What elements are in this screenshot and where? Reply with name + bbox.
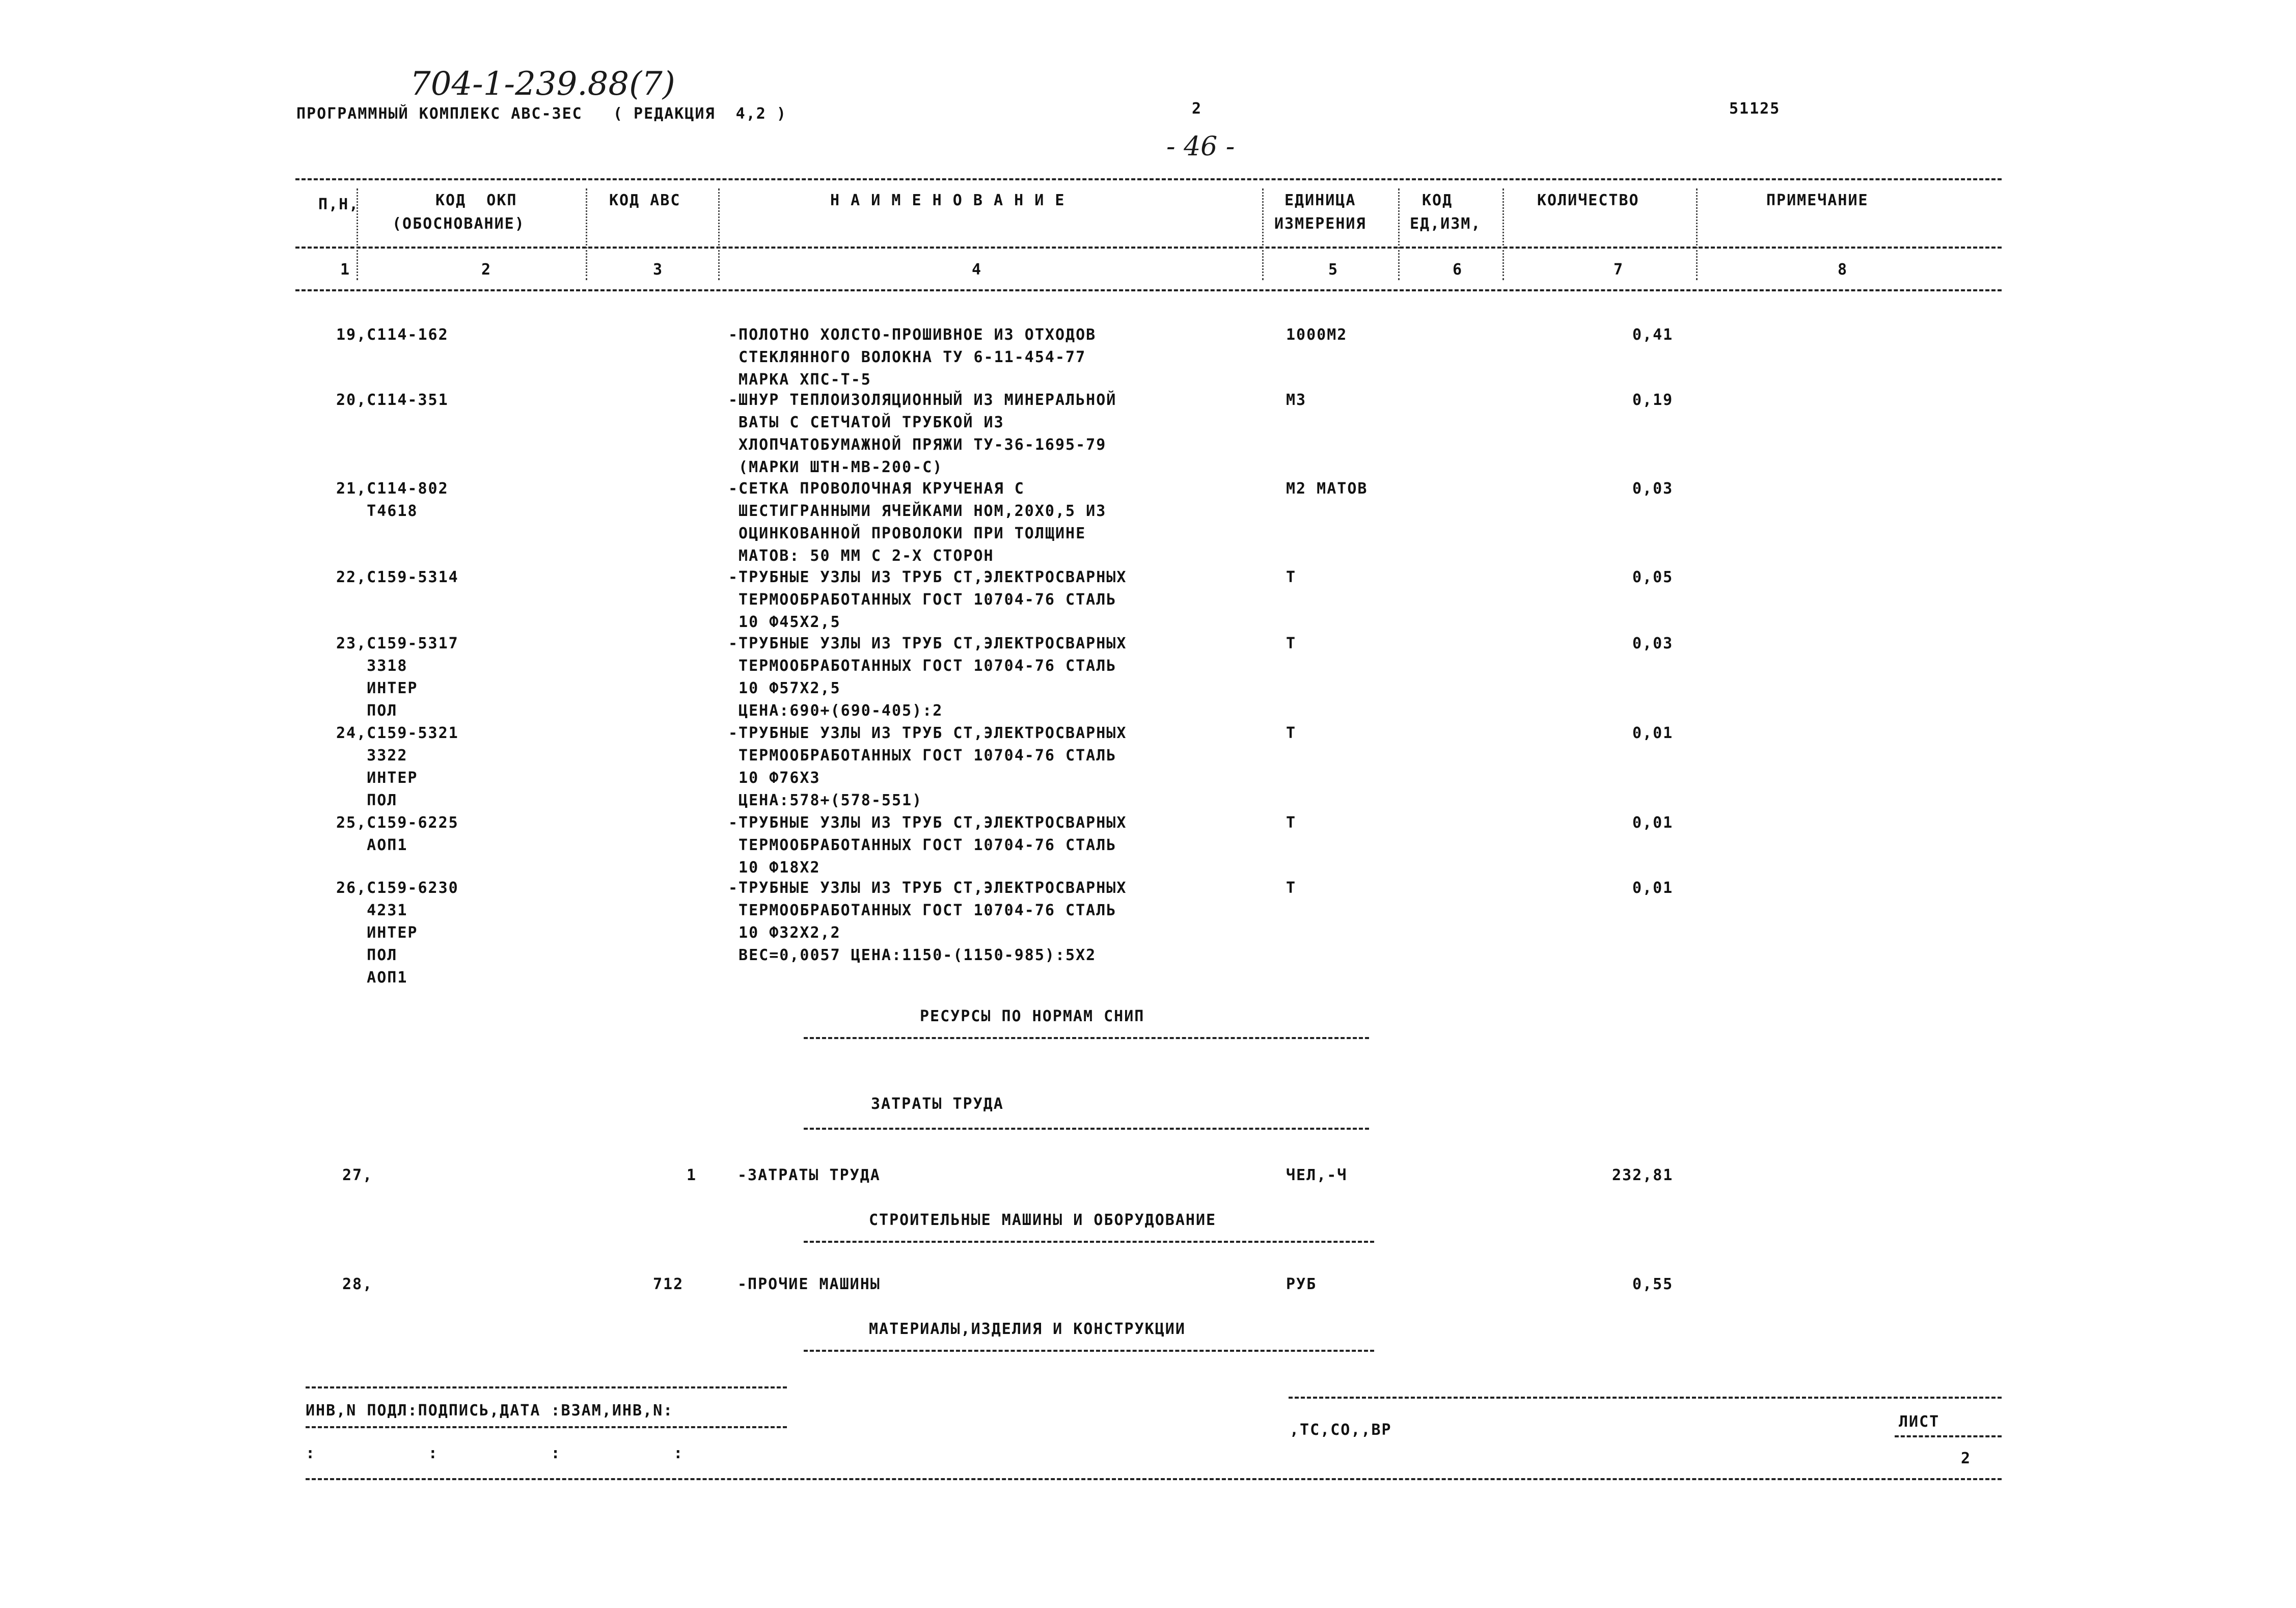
row-name: -ТРУБНЫЕ УЗЛЫ ИЗ ТРУБ СТ,ЭЛЕКТРОСВАРНЫХ ТЕРМООБРАБОТАННЫХ ГОСТ 10704-76 СТАЛЬ 10 Ф32Х2,2 ВЕС=0,0057 ЦЕНА:1150-(1150-985):5Х2 [728,879,1127,964]
row-code: 23,С159-5317 3318 ИНТЕР ПОЛ [336,635,459,720]
row-code: 26,С159-6230 4231 ИНТЕР ПОЛ АОП1 [336,879,459,987]
row-quantity: 0,01 [1632,879,1674,897]
row-quantity: 0,41 [1632,326,1674,344]
section-title-machines: СТРОИТЕЛЬНЫЕ МАШИНЫ И ОБОРУДОВАНИЕ [869,1211,1217,1229]
row-name: -ТРУБНЫЕ УЗЛЫ ИЗ ТРУБ СТ,ЭЛЕКТРОСВАРНЫХ ТЕРМООБРАБОТАННЫХ ГОСТ 10704-76 СТАЛЬ 10 Ф45Х2,5 [728,568,1127,631]
row-code: 19,С114-162 [336,326,449,344]
row-number: 28, [342,1275,373,1293]
col-header-unit: ЕДИНИЦА [1284,192,1356,209]
row-name: -СЕТКА ПРОВОЛОЧНАЯ КРУЧЕНАЯ С ШЕСТИГРАННЫМИ ЯЧЕЙКАМИ НОМ,20Х0,5 ИЗ ОЦИНКОВАННОЙ ПРОВОЛОКИ ПРИ ТОЛЩИНЕ МАТОВ: 50 ММ С 2-Х СТОРОН [728,480,1107,565]
stamp-left-header: ИНВ,N ПОДЛ:ПОДПИСЬ,ДАТА :ВЗАМ,ИНВ,N: [306,1402,674,1420]
col-header-pn: П,Н, [318,196,360,213]
col-header-code-unit: ЕД,ИЗМ, [1410,215,1482,233]
col-sep-7 [1696,188,1698,280]
col-sep-1 [357,188,358,280]
col-sep-3 [718,188,720,280]
row-unit: М3 [1286,391,1307,409]
row-unit: Т [1286,635,1297,652]
row-code: 20,С114-351 [336,391,449,409]
col-header-name: Н А И М Е Н О В А Н И Е [830,192,1065,209]
row-name: -ПРОЧИЕ МАШИНЫ [737,1275,881,1293]
document-number: 51125 [1729,100,1781,118]
row-unit: Т [1286,879,1297,897]
col-header-abc: КОД АВС [609,192,681,209]
col-header-okp: КОД ОКП [435,192,517,209]
col-header-basis: (ОБОСНОВАНИЕ) [392,215,525,233]
row-quantity: 232,81 [1612,1166,1674,1184]
row-name: -ТРУБНЫЕ УЗЛЫ ИЗ ТРУБ СТ,ЭЛЕКТРОСВАРНЫХ ТЕРМООБРАБОТАННЫХ ГОСТ 10704-76 СТАЛЬ 10 Ф57Х2,5 ЦЕНА:690+(690-405):2 [728,635,1127,720]
row-unit: ЧЕЛ,-Ч [1286,1166,1348,1184]
col-num-4: 4 [972,261,982,279]
section-title-labor: ЗАТРАТЫ ТРУДА [871,1095,1004,1113]
row-name: -ТРУБНЫЕ УЗЛЫ ИЗ ТРУБ СТ,ЭЛЕКТРОСВАРНЫХ ТЕРМООБРАБОТАННЫХ ГОСТ 10704-76 СТАЛЬ 10 Ф18Х2 [728,814,1127,877]
row-code: 24,С159-5321 3322 ИНТЕР ПОЛ [336,724,459,809]
row-quantity: 0,55 [1632,1275,1674,1293]
row-code: 22,С159-5314 [336,568,459,586]
header-mid-rule [295,247,2002,249]
row-unit: Т [1286,724,1297,742]
col-num-3: 3 [653,261,664,279]
program-header: ПРОГРАММНЫЙ КОМПЛЕКС АВС-ЗЕС ( РЕДАКЦИЯ 4,2 ) [296,105,787,123]
stamp-right-top-rule [1289,1397,2002,1399]
section-underline-machines [804,1241,1374,1243]
section-title-materials: МАТЕРИАЛЫ,ИЗДЕЛИЯ И КОНСТРУКЦИИ [869,1320,1186,1338]
section-underline-labor [804,1128,1369,1130]
row-unit: Т [1286,814,1297,832]
col-num-1: 1 [340,261,351,279]
stamp-sheet-value: 2 [1961,1450,1972,1467]
stamp-sheet-label: ЛИСТ [1899,1413,1940,1431]
col-sep-4 [1262,188,1264,280]
col-sep-6 [1502,188,1504,280]
row-unit: РУБ [1286,1275,1317,1293]
row-quantity: 0,01 [1632,814,1674,832]
stamp-sheet-divider [1895,1435,2002,1437]
row-quantity: 0,05 [1632,568,1674,586]
col-num-2: 2 [481,261,492,279]
row-name: -ЗАТРАТЫ ТРУДА [737,1166,881,1184]
row-quantity: 0,01 [1632,724,1674,742]
col-header-quantity: КОЛИЧЕСТВО [1537,192,1639,209]
stamp-left-mid-rule [306,1426,787,1428]
header-bottom-rule [295,289,2002,291]
row-quantity: 0,03 [1632,480,1674,498]
col-sep-5 [1398,188,1400,280]
row-name: -ШНУР ТЕПЛОИЗОЛЯЦИОННЫЙ ИЗ МИНЕРАЛЬНОЙ ВАТЫ С СЕТЧАТОЙ ТРУБКОЙ ИЗ ХЛОПЧАТОБУМАЖНОЙ ПРЯЖИ ТУ-36-1695-79 (МАРКИ ШТН-МВ-200-С) [728,391,1117,476]
col-header-note: ПРИМЕЧАНИЕ [1766,192,1869,209]
page-index: 2 [1192,100,1202,118]
col-num-6: 6 [1453,261,1463,279]
header-top-rule [295,178,2002,180]
row-unit: М2 МАТОВ [1286,480,1368,498]
col-num-8: 8 [1838,261,1848,279]
row-unit: Т [1286,568,1297,586]
row-quantity: 0,03 [1632,635,1674,652]
row-name: -ПОЛОТНО ХОЛСТО-ПРОШИВНОЕ ИЗ ОТХОДОВ СТЕКЛЯННОГО ВОЛОКНА ТУ 6-11-454-77 МАРКА ХПС-Т-5 [728,326,1097,389]
row-code: 21,С114-802 Т4618 [336,480,449,520]
stamp-left-cells: : : : : [306,1445,684,1462]
stamp-middle-code: ,ТС,СО,,ВР [1290,1421,1392,1439]
row-abc-code: 1 [687,1166,697,1184]
handwritten-page-number: - 46 - [1166,131,1235,162]
section-underline-resources [804,1037,1369,1039]
section-underline-materials [804,1350,1374,1352]
handwritten-doc-code: 704-1-239.88(7) [410,65,675,103]
row-number: 27, [342,1166,373,1184]
stamp-bottom-rule [306,1478,2002,1480]
col-num-5: 5 [1328,261,1339,279]
row-name: -ТРУБНЫЕ УЗЛЫ ИЗ ТРУБ СТ,ЭЛЕКТРОСВАРНЫХ ТЕРМООБРАБОТАННЫХ ГОСТ 10704-76 СТАЛЬ 10 Ф76Х3 ЦЕНА:578+(578-551) [728,724,1127,809]
stamp-left-top-rule [306,1386,787,1388]
row-unit: 1000М2 [1286,326,1348,344]
col-sep-2 [586,188,587,280]
col-header-unit-measure: ИЗМЕРЕНИЯ [1274,215,1366,233]
col-header-code: КОД [1422,192,1453,209]
row-abc-code: 712 [653,1275,684,1293]
row-quantity: 0,19 [1632,391,1674,409]
col-num-7: 7 [1614,261,1624,279]
row-code: 25,С159-6225 АОП1 [336,814,459,854]
section-title-resources: РЕСУРСЫ ПО НОРМАМ СНИП [920,1007,1145,1025]
